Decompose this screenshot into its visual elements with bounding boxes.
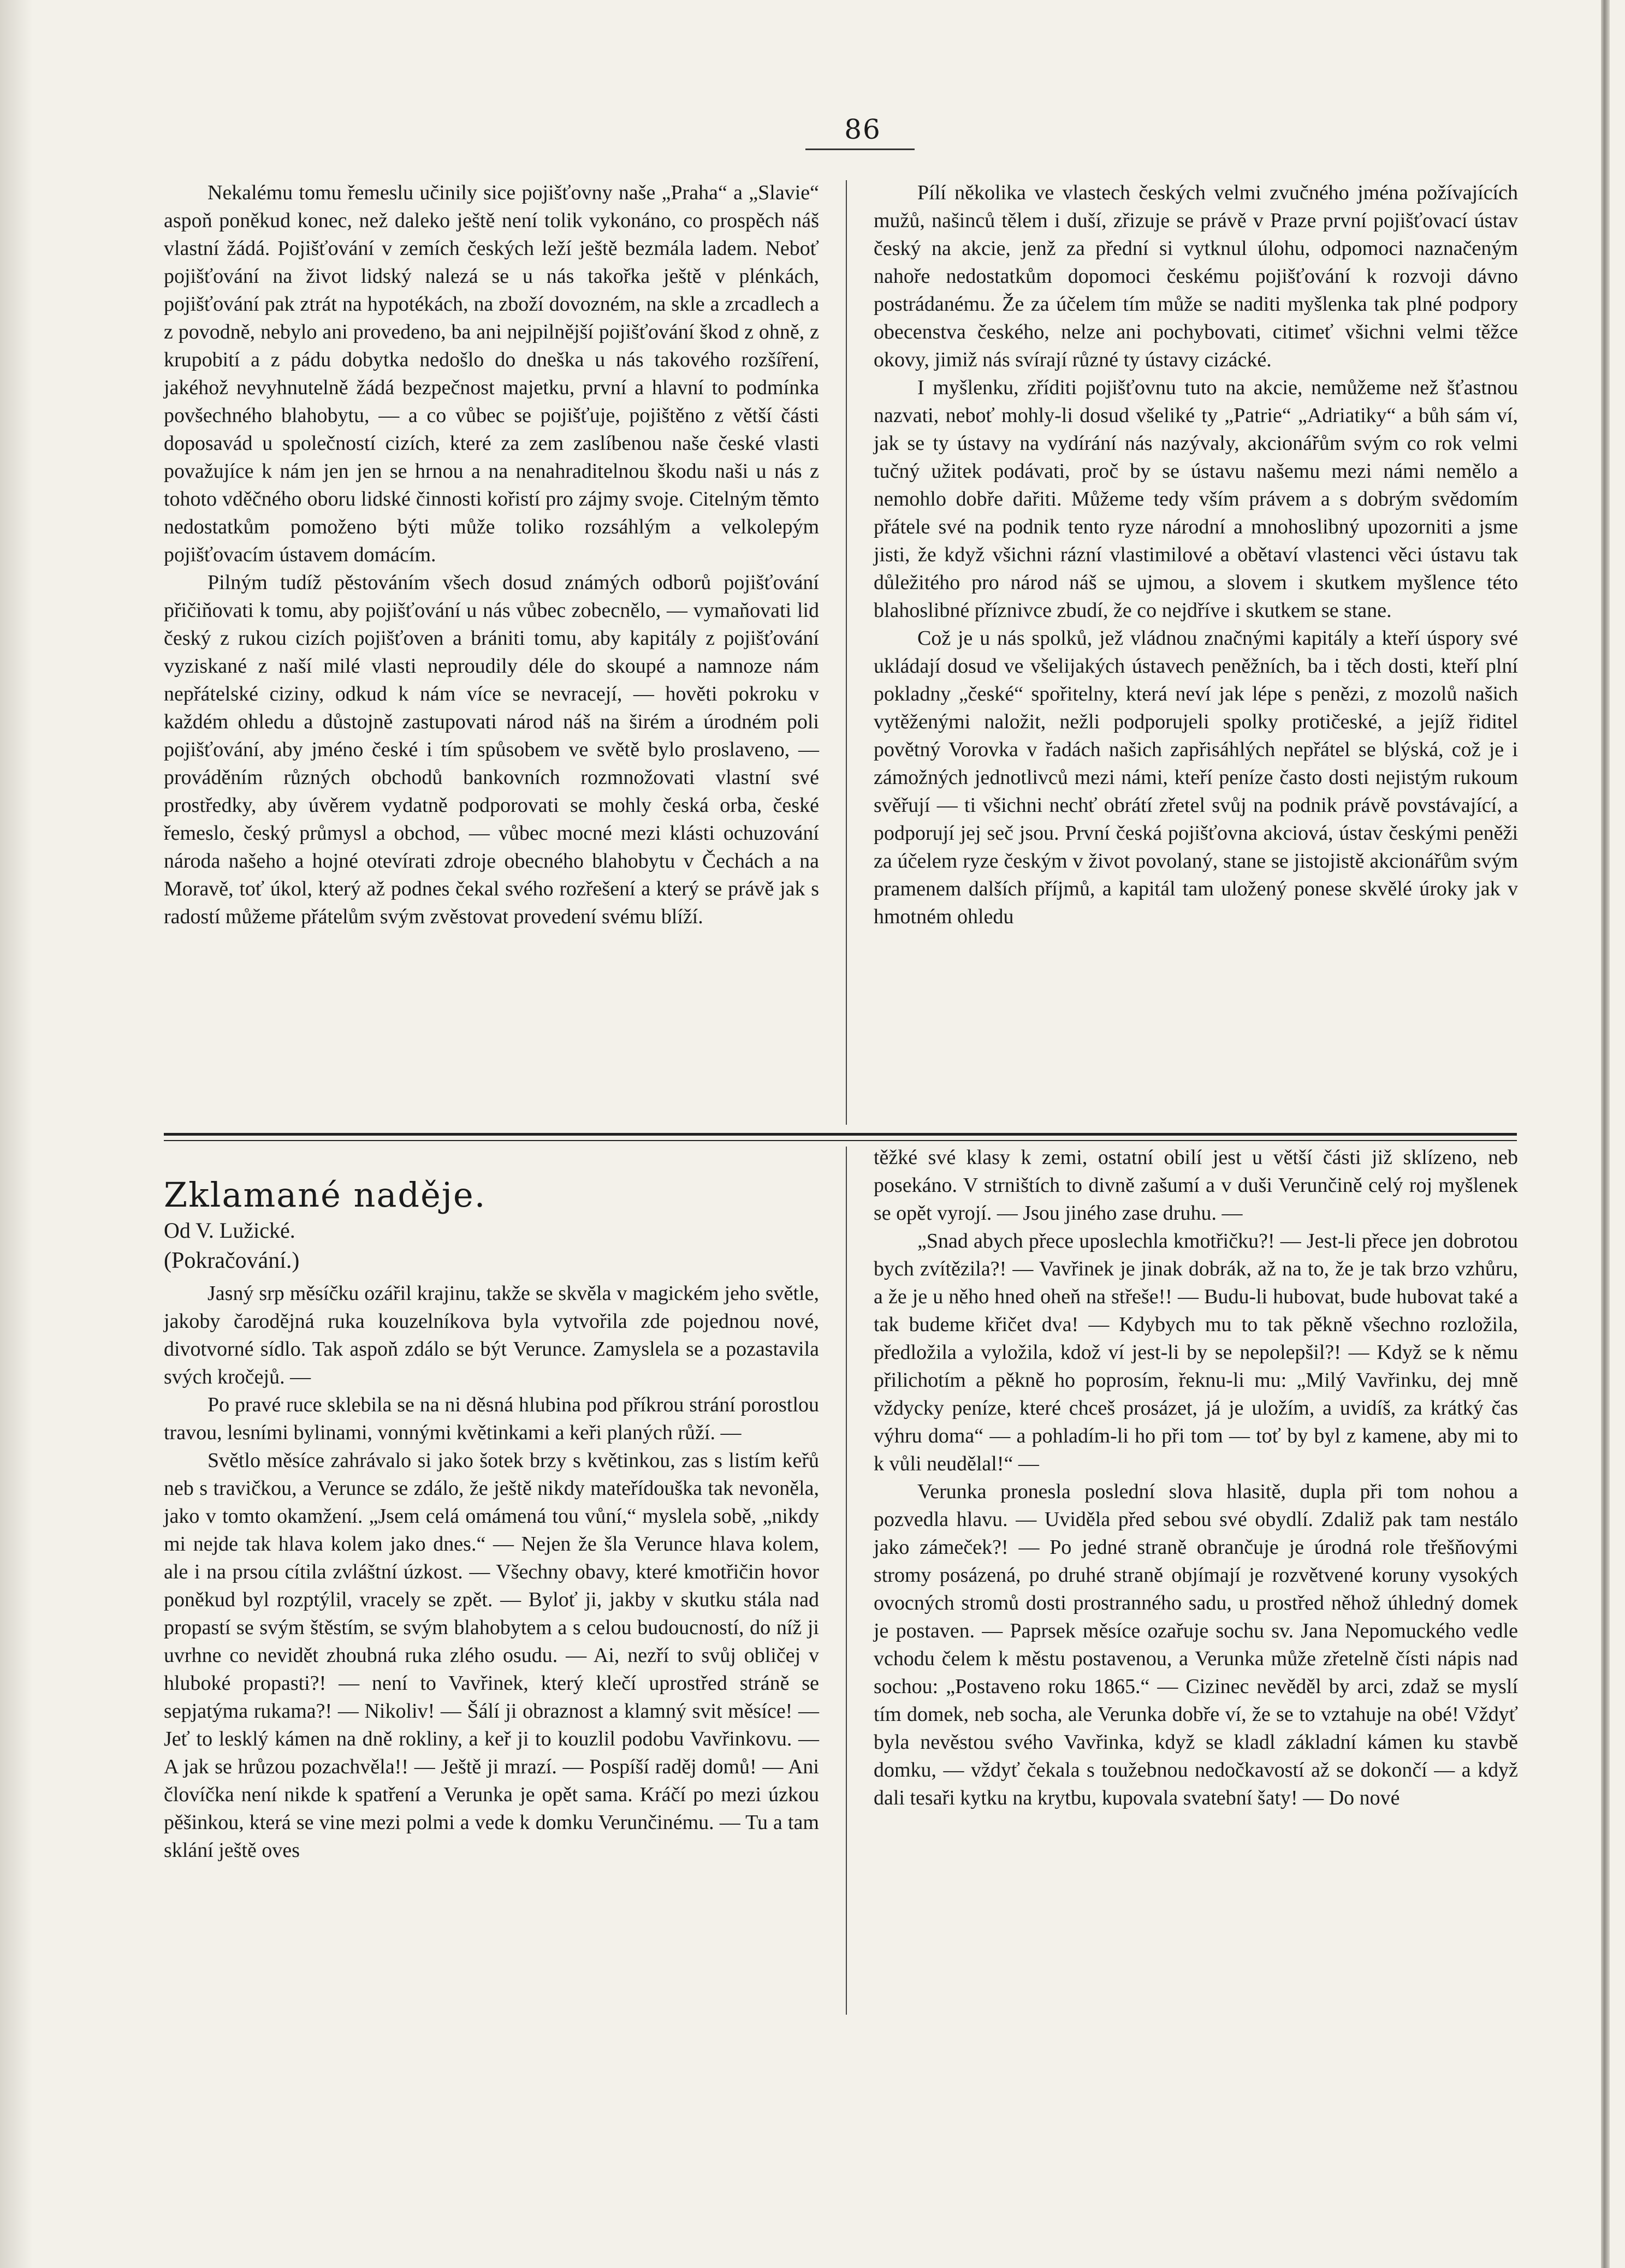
page-number-rule: [805, 149, 915, 150]
story-right-column: [874, 1144, 1518, 1812]
story-title: Zklamané naděje.: [164, 1175, 487, 1215]
story-left-column: [164, 1174, 819, 1865]
scan-edge-shadow: [0, 0, 33, 2268]
article-paragraph: I myšlenku, zříditi pojišťovnu tuto na akcie, nemůžeme než šťastnou nazvati, neboť mohly-li dosud všeliké ty „Patrie“ „Adriatiky“ a bůh sám ví, jak se ty ústavy na vydírání nás nazývaly, akcionářům svým co rok velmi tučný užitek podávati, proč by se ústavu našemu mezi námi nemělo a nemohlo dobře dařiti. Můžeme tedy vším právem a s dobrým svědomím přátele své na podnik tento ryze národní a mnohoslibný upozorniti a jsme jisti, že když všichni rázní vlastimilové a obětaví vlastenci věci ústavu tak důležitého pro národ náš se ujmou, a slovem i skutkem myšlence této blahoslibné příznivce zbudí, že co nejdříve i skutkem se stane.: [874, 376, 1518, 622]
article-paragraph: Pílí několika ve vlastech českých velmi zvučného jména požívajících mužů, našinců tělem i duší, zřizuje se právě v Praze první pojišťovací ústav český na akcie, jenž za přední si vytknul úlohu, odpomoci naznačeným nahoře nedostatkům dopomoci českému pojišťování k rozvoji dávno postrádanému. Že za účelem tím může se naditi myšlenka tak plné podpory obecenstva českého, nelze ani pochybovati, citimeť všichni velmi těžce okovy, jimiž nás svírají různé ty ústavy cizácké.: [874, 181, 1518, 371]
article-paragraph: Nekalému tomu řemeslu učinily sice pojišťovny naše „Praha“ a „Slavie“ aspoň poněkud konec, než daleko ještě není tolik vykonáno, co prospěch náš vlastní žádá. Pojišťování v zemích českých leží ještě bezmála ladem. Neboť pojišťování na život lidský nalezá se u nás takořka ještě v plénkách, pojišťování pak ztrát na hypotékách, na zboží dovozném, na skle a zrcadlech a z povodně, nebylo ani provedeno, ba ani nejpilnější pojišťování škod z ohně, z krupobití a z pádu dobytka nedošlo do dneška u nás takového rozšíření, jakéhož nevyhnutelně žádá bezpečnost majetku, první a hlavní to podmínka povšechného blahobytu, — a co vůbec se pojišťuje, pojištěno z větší části doposavád u společností cizích, které za zem zaslíbenou naše české vlasti považujíce k nám jen jen se hrnou a na nenahraditelnou škodu naši u nás z tohoto vděčného oboru lidské činnosti kořistí pro zájmy svoje. Citelným těmto nedostatkům pomoženo býti může toliko rozsáhlým a velkolepým pojišťovacím ústavem domácím.: [164, 181, 819, 566]
story-paragraph: Světlo měsíce zahrávalo si jako šotek brzy s květinkou, zas s listím keřů neb s travičkou, a Verunce se zdálo, že ještě nikdy mateřídouška tak nevoněla, jako v tomto okamžení. „Jsem celá omámená tou vůní,“ myslela sobě, „nikdy mi nejde tak hlava kolem jako dnes.“ — Nejen že šla Verunce hlava kolem, ale i na prsou cítila zvláštní úzkost. — Všechny obavy, které kmotřičin hovor poněkud byl rozptýlil, vracely se zpět. — Byloť ji, jakby v skutku stála nad propastí se svým štěstím, se svým blahobytem a s celou budoucností, do níž ji uvrhne co nevidět zhoubná ruka zlého osudu. — Ai, nezří to svůj obličej v hluboké propasti?! — není to Vavřinek, který klečí uprostřed stráně se sepjatýma rukama?! — Nikoliv! — Šálí ji obraznost a klamný svit měsíce! — Jeť to lesklý kámen na dně rokliny, a keř ji to kouzlil podobu Vavřinkovu. — A jak se hrůzou pozachvěla!! — Ještě ji mrazí. — Pospíší raděj domů! — Ani človíčka není nikde k spatření a Verunka je opět sama. Kráčí po mezi úzkou pěšinkou, která se vine mezi polmi a vede k domku Verunčinému. — Tu a tam sklání ještě oves: [164, 1449, 819, 1862]
story-paragraph: těžké své klasy k zemi, ostatní obilí jest u větší části již sklízeno, neb posekáno. V strništích to divně zašumí a v duši Verunčině celý roj myšlenek se opět vyrojí. — Jsou jiného zase druhu. —: [874, 1146, 1518, 1225]
page-number: 86: [844, 114, 881, 145]
story-paragraph: Po pravé ruce sklebila se na ni děsná hlubina pod příkrou strání porostlou travou, lesními bylinami, vonnými květinkami a keři planých růží. —: [164, 1393, 819, 1444]
story-continuation-note: (Pokračování.): [164, 1248, 300, 1273]
scan-edge-bar: [1601, 0, 1610, 2268]
column-divider-top: [846, 180, 847, 1125]
column-divider-bottom: [846, 1147, 847, 2015]
article-paragraph: Což je u nás spolků, jež vládnou značnými kapitály a kteří úspory své ukládají dosud ve všelijakých ústavech peněžních, ba i těch dosti, kteří plní pokladny „české“ spořitelny, která neví jak lépe s penězi, z mozolů našich vytěženými naložit, nežli podporujeli spolky protičeské, a jejíž řiditel povětný Vorovka v řadách našich zapřisáhlých nepřátel se blýská, což je i zámožných jednotlivců mezi námi, kteří peníze často dosti nejistým rukoum svěřují — ti všichni nechť obrátí zřetel svůj na podnik právě povstávající, a podporují jej seč jsou. První česká pojišťovna akciová, ústav českými peněži za účelem ryze českým v život povolaný, stane se jistojistě akcionářům svým pramenem dalších příjmů, a kapitál tam uložený ponese skvělé úroky jak v hmotném ohledu: [874, 627, 1518, 928]
article-paragraph: Pilným tudíž pěstováním všech dosud známých odborů pojišťování přičiňovati k tomu, aby pojišťování u nás vůbec zobecnělo, — vymaňovati lid český z rukou cizích pojišťoven a brániti tomu, aby kapitály z pojišťování vyziskané z naší milé vlasti neproudily déle do skoupé a namnoze nám nepřátelské ciziny, odkud k nám více se nevracejí, — hověti pokroku v každém ohledu a důstojně zastupovati národ náš na širém a úrodném poli pojišťování, aby jméno české i tím spůsobem ve světě bylo proslaveno, — prováděním různých obchodů bankovních rozmnožovati vlastní své prostředky, aby úvěrem vydatně podporovati se mohly česká orba, české řemeslo, český průmysl a obchod, — vůbec mocné mezi klásti ochuzování národa našeho a hojné otevírati zdroje obecného blahobytu v Čechách a na Moravě, toť úkol, který až podnes čekal svého rozřešení a který se právě jak s radostí můžeme přátelům svým zvěstovat provedení svému blíží.: [164, 571, 819, 928]
story-paragraph: Verunka pronesla poslední slova hlasitě, dupla při tom nohou a pozvedla hlavu. — Uviděla před sebou své obydlí. Zdaliž pak tam nestálo jako zámeček?! — Po jedné straně obrančuje je úrodná role třešňovými stromy posázená, po druhé straně objímají je rozvětvené koruny vysokých ovocných stromů dosti prostranného sadu, u prostřed něhož úhledný domek je postaven. — Paprsek měsíce ozařuje sochu sv. Jana Nepomuckého vedle vchodu čelem k městu postavenou, a Verunka může zřetelně čísti nápis nad sochou: „Postaveno roku 1865.“ — Cizinec nevěděl by arci, zdaž se myslí tím domek, neb socha, ale Verunka dobře ví, že se to vztahuje na obé! Vždyť byla nevěstou svého Vavřinka, když se kladl základní kámen ku stavbě domku, — vždyť čekala s toužebnou nedočkavostí až se dokončí — a když dali tesaři kytku na krytbu, kupovala svatební šaty! — Do nové: [874, 1480, 1518, 1809]
story-paragraph: „Snad abych přece uposlechla kmotřičku?! — Jest-li přece jen dobrotou bych zvítězila?! — Vavřinek je jinak dobrák, až na to, že je tak brzo vzhůru, a že je u něho hned oheň na střeše!! — Budu-li hubovat, bude hubovat také a tak budeme křičet dva! — Kdybych mu to tak pěkně všechno rozložila, předložila a vyložila, kdož ví jest-li by se nepolepšil?! — Když se k němu přilichotím a pěkně ho poprosím, řeknu-li mu: „Milý Vavřinku, dej mně vždycky peníze, které chceš prosázet, já je uložím, a uvidíš, za krátký čas výhru doma“ — a pohladím-li ho při tom — toť by byl z kamene, aby mi to k vůli neudělal!“ —: [874, 1230, 1518, 1475]
story-author: Od V. Lužické.: [164, 1218, 295, 1243]
story-paragraph: Jasný srp měsíčku ozářil krajinu, takže se skvěla v magickém jeho světle, jakoby čarodějná ruka kouzelníkova byla vytvořila zde pojednou nové, divotvorné sídlo. Tak aspoň zdálo se být Verunce. Zamyslela se a pozastavila svých kročejů. —: [164, 1282, 819, 1388]
article-left-column: [164, 179, 819, 931]
section-separator: [164, 1133, 1517, 1141]
article-right-column: [874, 179, 1518, 931]
